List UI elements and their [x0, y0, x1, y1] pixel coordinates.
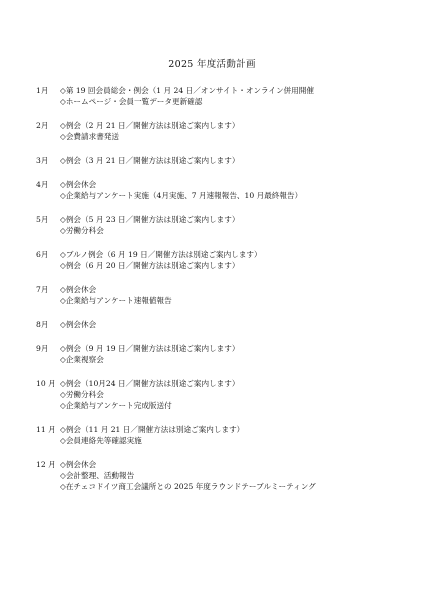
schedule-item: ◇ブルノ例会（6 月 19 日／開催方法は別途ご案内します） — [60, 250, 262, 259]
schedule-item: ◇例会休会 — [60, 320, 97, 329]
month-items — [60, 155, 408, 166]
month-block-apr — [36, 179, 408, 201]
month-items — [60, 120, 408, 142]
month-block-aug — [36, 319, 408, 330]
month-label: 5月 — [36, 215, 49, 224]
month-label: 3月 — [36, 156, 49, 165]
month-block-dec — [36, 459, 408, 492]
month-block-sep — [36, 343, 408, 365]
page-title: 2025 年度活動計画 — [168, 59, 256, 70]
month-label: 2月 — [36, 121, 49, 130]
month-label: 8月 — [36, 320, 49, 329]
month-block-jun — [36, 249, 408, 271]
schedule-item: ◇会員連絡先等確認実施 — [60, 436, 142, 445]
month-label: 7月 — [36, 285, 49, 294]
month-items — [60, 284, 408, 306]
month-block-may — [36, 214, 408, 236]
schedule-item: ◇企業給与アンケート完成版送付 — [60, 401, 172, 410]
schedule-item: ◇第 19 回会員総会・例会（1 月 24 日／オンサイト・オンライン併用開催 — [60, 86, 314, 95]
month-items — [60, 343, 408, 365]
schedule-item: ◇会計整理、活動報告 — [60, 471, 135, 480]
month-items — [60, 424, 408, 446]
schedule-item: ◇例会休会 — [60, 285, 97, 294]
month-label: 1月 — [36, 86, 49, 95]
activity-schedule — [36, 85, 408, 505]
schedule-item: ◇例会休会 — [60, 460, 97, 469]
month-block-nov — [36, 424, 408, 446]
month-block-jul — [36, 284, 408, 306]
month-block-jan — [36, 85, 408, 107]
schedule-item: ◇例会（5 月 23 日／開催方法は別途ご案内します） — [60, 215, 240, 224]
schedule-item: ◇労働分科会 — [60, 226, 104, 235]
schedule-item: ◇例会休会 — [60, 180, 97, 189]
schedule-item: ◇企業視察会 — [60, 355, 104, 364]
schedule-item: ◇例会（10月24 日／開催方法は別途ご案内します） — [60, 379, 240, 388]
schedule-item: ◇例会（9 月 19 日／開催方法は別途ご案内します） — [60, 344, 240, 353]
schedule-item: ◇例会（11 月 21 日／開催方法は別途ご案内します） — [60, 425, 245, 434]
month-items — [60, 179, 408, 201]
schedule-item: ◇会費請求書発送 — [60, 132, 119, 141]
month-label: 9月 — [36, 344, 49, 353]
schedule-item: ◇例会（6 月 20 日／開催方法は別途ご案内します） — [60, 261, 240, 270]
month-block-mar — [36, 155, 408, 166]
month-items — [60, 319, 408, 330]
month-block-feb — [36, 120, 408, 142]
month-items — [60, 249, 408, 271]
month-label: 11 月 — [36, 425, 56, 434]
month-label: 12 月 — [36, 460, 56, 469]
month-items — [60, 214, 408, 236]
month-items — [60, 459, 408, 492]
schedule-item: ◇例会（2 月 21 日／開催方法は別途ご案内します） — [60, 121, 240, 130]
month-block-oct — [36, 378, 408, 411]
month-label: 10 月 — [36, 379, 56, 388]
month-label: 6月 — [36, 250, 49, 259]
month-items — [60, 85, 408, 107]
schedule-item: ◇ホームページ・会員一覧データ更新確認 — [60, 97, 203, 106]
schedule-item: ◇労働分科会 — [60, 390, 104, 399]
schedule-item: ◇在チェコドイツ商工会議所との 2025 年度ラウンドテーブルミーティング — [60, 482, 316, 491]
month-items — [60, 378, 408, 411]
schedule-item: ◇例会（3 月 21 日／開催方法は別途ご案内します） — [60, 156, 240, 165]
schedule-item: ◇企業給与アンケート実施（4月実施、7 月速報報告、10 月最終報告） — [60, 191, 303, 200]
month-label: 4月 — [36, 180, 49, 189]
schedule-item: ◇企業給与アンケート速報値報告 — [60, 296, 172, 305]
